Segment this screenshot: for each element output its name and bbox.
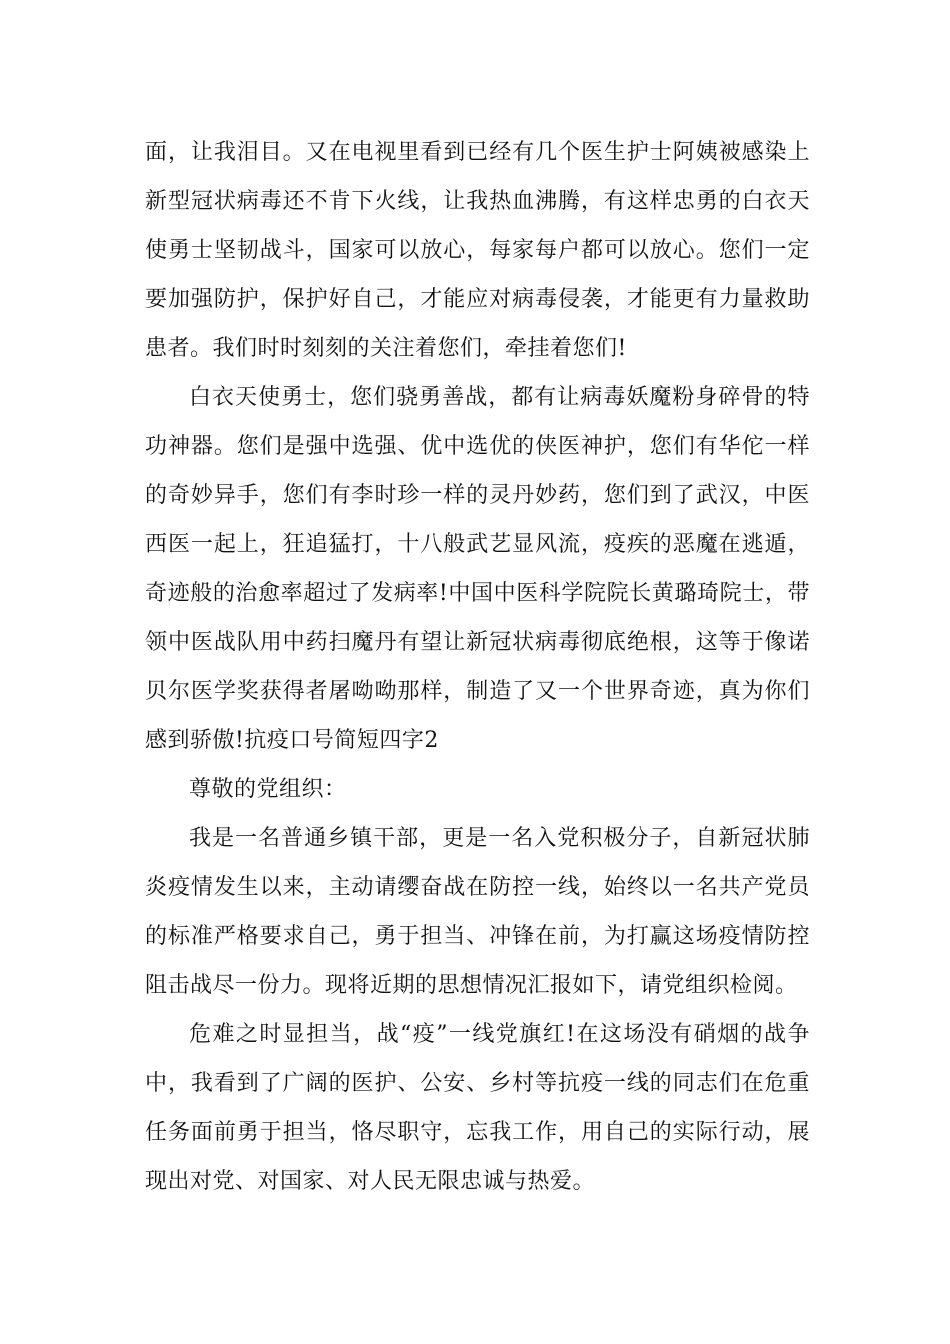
- paragraph-2: 白衣天使勇士，您们骁勇善战，都有让病毒妖魔粉身碎骨的特功神器。您们是强中选强、优中选优的侠医神护，您们有华佗一样的奇妙异手，您们有李时珍一样的灵丹妙药，您们到了武汉，中医西医一起上，狂追猛打，十八般武艺显风流，疫疾的恶魔在逃遁，奇迹般的治愈率超过了发病率!中国中医科学院院长黄璐琦院士，带领中医战队用中药扫魔丹有望让新冠状病毒彻底绝根，这等于像诺贝尔医学奖获得者屠呦呦那样，制造了又一个世界奇迹，真为你们感到骄傲!抗疫口号简短四字2: [145, 385, 810, 753]
- paragraph-3: 我是一名普通乡镇干部，更是一名入党积极分子，自新冠状肺炎疫情发生以来，主动请缨奋战在防控一线，始终以一名共产党员的标准严格要求自己，勇于担当、冲锋在前，为打赢这场疫情防控阻击战尽一份力。现将近期的思想情况汇报如下，请党组织检阅。: [145, 826, 810, 998]
- document-body: [145, 128, 810, 1206]
- salutation: 尊敬的党组织：: [189, 777, 347, 802]
- paragraph-1: 面，让我泪目。又在电视里看到已经有几个医生护士阿姨被感染上新型冠状病毒还不肯下火线，让我热血沸腾，有这样忠勇的白衣天使勇士坚韧战斗，国家可以放心，每家每户都可以放心。您们一定要加强防护，保护好自己，才能应对病毒侵袭，才能更有力量救助患者。我们时时刻刻的关注着您们，牵挂着您们!: [145, 140, 810, 361]
- paragraph-4: 危难之时显担当，战“疫”一线党旗红!在这场没有硝烟的战争中，我看到了广阔的医护、公安、乡村等抗疫一线的同志们在危重任务面前勇于担当，恪尽职守，忘我工作，用自己的实际行动，展现出对党、对国家、对人民无限忠诚与热爱。: [145, 1022, 810, 1194]
